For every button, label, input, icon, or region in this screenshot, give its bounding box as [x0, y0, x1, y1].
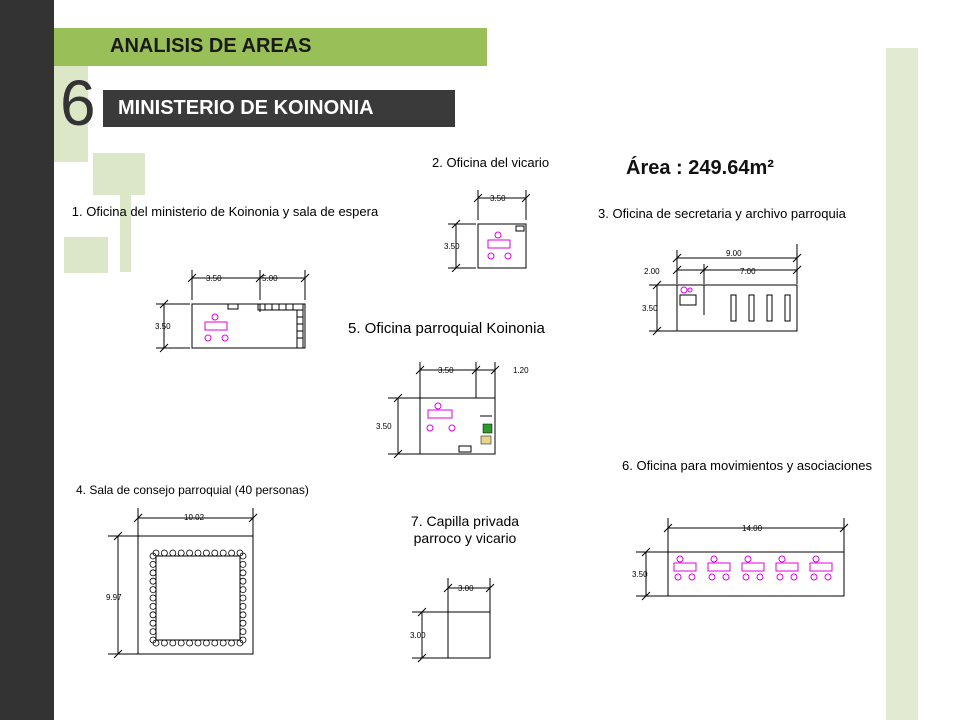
chair-icon	[723, 574, 729, 580]
chair-icon	[240, 629, 246, 635]
decor-square	[64, 237, 108, 273]
room-6-dim-width: 14.00	[742, 524, 763, 533]
room-4-dim-width: 10.02	[184, 513, 205, 522]
decor-square	[120, 172, 131, 272]
chair-icon	[240, 612, 246, 618]
chair-icon	[240, 561, 246, 567]
room-2-dim-width: 3.50	[490, 194, 506, 203]
chair-icon	[743, 574, 749, 580]
chair-icon	[240, 587, 246, 593]
room-7-dim-width: 3.00	[458, 584, 474, 593]
chair-icon	[150, 629, 156, 635]
chair-icon	[150, 587, 156, 593]
chair-icon	[240, 603, 246, 609]
room-7-label	[395, 513, 535, 547]
room-1-dim-width-b: 5.00	[262, 274, 278, 283]
room-4-label: 4. Sala de consejo parroquial (40 personas)	[76, 483, 309, 497]
room-5-dim-width-a: 3.50	[438, 366, 454, 375]
area-value: 249.64m²	[688, 157, 774, 179]
chair-icon	[709, 574, 715, 580]
chair-icon	[240, 620, 246, 626]
room-7-plan	[396, 572, 506, 667]
room-4-plan	[96, 500, 276, 660]
room-1-plan	[150, 262, 320, 354]
chair-icon	[150, 603, 156, 609]
chair-icon	[677, 556, 683, 562]
chair-icon	[150, 595, 156, 601]
chair-icon	[229, 550, 235, 556]
chair-icon	[212, 640, 218, 646]
chair-icon	[170, 550, 176, 556]
room-3-dim-height: 3.50	[642, 304, 658, 313]
chair-icon	[220, 640, 226, 646]
chair-icon	[170, 640, 176, 646]
chair-icon	[791, 574, 797, 580]
left-sidebar-bar	[0, 0, 54, 720]
desk-icon	[810, 563, 832, 571]
chair-icon	[229, 640, 235, 646]
room-3-dim-left: 2.00	[644, 267, 660, 276]
chair-icon	[150, 561, 156, 567]
area-total	[626, 157, 774, 180]
chair-icon	[757, 574, 763, 580]
room-3-label: 3. Oficina de secretaria y archivo parroquia	[598, 206, 846, 221]
chair-icon	[203, 550, 209, 556]
room-7-label-line2: parroco y vicario	[413, 530, 517, 546]
chair-icon	[689, 574, 695, 580]
chair-icon	[203, 640, 209, 646]
chair-icon	[779, 556, 785, 562]
chair-icon	[813, 556, 819, 562]
chair-icon	[178, 550, 184, 556]
area-label: Área :	[626, 157, 683, 179]
room-6-desks	[674, 556, 832, 580]
room-7-label-line1: 7. Capilla privada	[410, 513, 520, 529]
room-2-label: 2. Oficina del vicario	[432, 155, 550, 170]
chair-icon	[240, 595, 246, 601]
room-5-plan	[366, 358, 536, 464]
desk-icon	[742, 563, 764, 571]
decor-square	[93, 153, 145, 195]
chair-icon	[195, 550, 201, 556]
chair-icon	[195, 640, 201, 646]
room-1-label: 1. Oficina del ministerio de Koinonia y sala de espera	[71, 204, 379, 219]
chair-icon	[150, 620, 156, 626]
chair-icon	[240, 578, 246, 584]
desk-icon	[708, 563, 730, 571]
chair-icon	[187, 640, 193, 646]
chair-icon	[811, 574, 817, 580]
room-6-label: 6. Oficina para movimientos y asociaciones	[622, 458, 873, 473]
chair-icon	[150, 578, 156, 584]
room-7-dim-height: 3.00	[410, 631, 426, 640]
page-title: ANALISIS DE AREAS	[110, 35, 312, 57]
room-1-dim-width-a: 3.50	[206, 274, 222, 283]
room-6-dim-height: 3.50	[632, 570, 648, 579]
chair-icon	[675, 574, 681, 580]
chair-icon	[745, 556, 751, 562]
room-5-label: 5. Oficina parroquial Koinonia	[348, 320, 545, 337]
room-1-dim-height: 3.50	[155, 322, 171, 331]
right-decor-bar	[886, 48, 918, 720]
chair-icon	[220, 550, 226, 556]
room-3-plan	[640, 240, 805, 342]
room-4-dim-height: 9.97	[106, 593, 122, 602]
page-number: 6	[60, 67, 96, 139]
desk-icon	[674, 563, 696, 571]
chair-icon	[178, 640, 184, 646]
desk-icon	[776, 563, 798, 571]
room-3-dim-right: 7.00	[740, 267, 756, 276]
room-5-dim-height: 3.50	[376, 422, 392, 431]
room-2-plan	[418, 184, 530, 272]
chair-icon	[825, 574, 831, 580]
chair-icon	[711, 556, 717, 562]
chair-icon	[777, 574, 783, 580]
chair-icon	[161, 550, 167, 556]
chair-icon	[150, 570, 156, 576]
room-6-plan	[628, 512, 850, 602]
chair-icon	[212, 550, 218, 556]
room-5-dim-width-b: 1.20	[513, 366, 529, 375]
page-subtitle: MINISTERIO DE KOINONIA	[118, 97, 374, 119]
room-2-dim-height: 3.50	[444, 242, 460, 251]
room-3-dim-total: 9.00	[726, 249, 742, 258]
chair-icon	[240, 570, 246, 576]
chair-icon	[150, 612, 156, 618]
chair-icon	[161, 640, 167, 646]
chair-icon	[187, 550, 193, 556]
room-4-chairs	[150, 550, 246, 646]
